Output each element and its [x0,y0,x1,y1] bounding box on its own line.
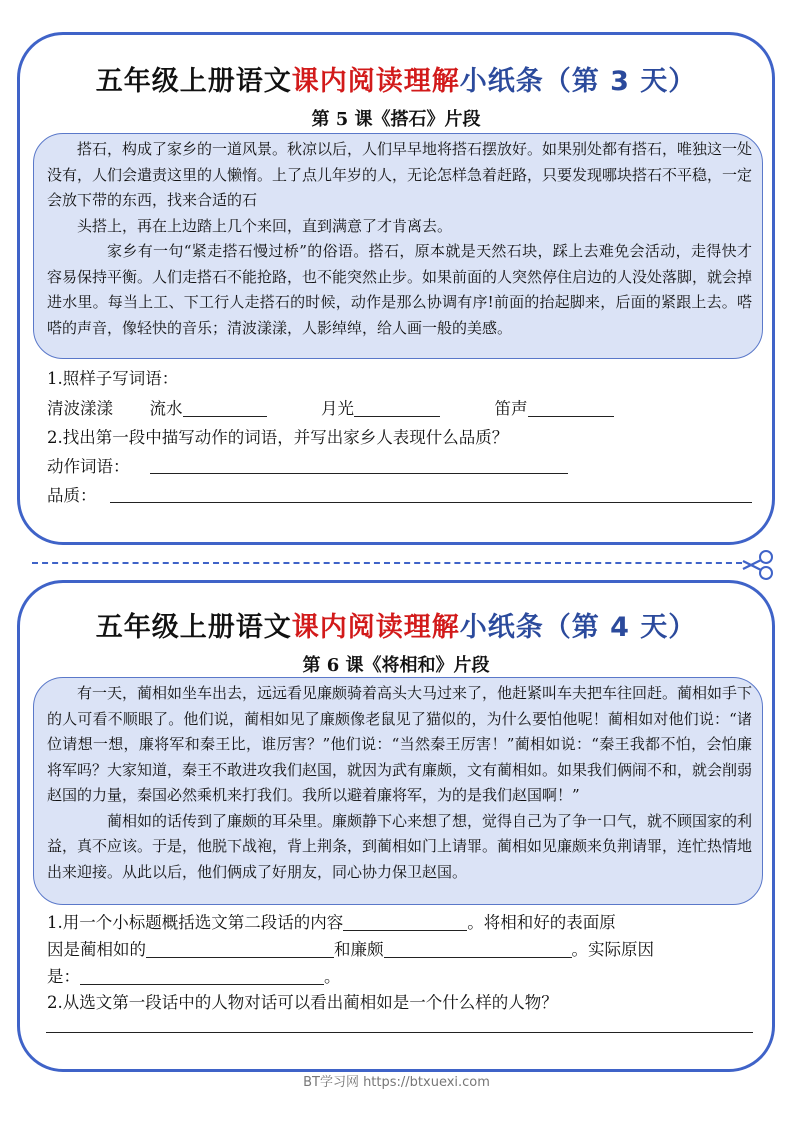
card-title: 五年级上册语文课内阅读理解小纸条（第 4 天） [95,612,697,643]
question-1-line-b: 因是蔺相如的 和廉颇 。实际原因 [47,940,654,959]
answer-blank-3[interactable] [528,398,614,417]
footer-watermark: BT学习网 https://btxuexi.com [303,1075,490,1090]
passage-paragraph: 蔺相如的话传到了廉颇的耳朵里。廉颇静下心来想了想，觉得自己为了争一口气，就不顾国家的利益，真不应该。于是，他脱下战袍，背上荆条，到蔺相如门上请罪。蔺相如见廉颇来负荆请罪，连忙热情地出来迎接。从此以后，他们俩成了好朋友，同心协力保卫赵国。 [47,811,753,881]
passage-paragraph: 有一天，蔺相如坐车出去，远远看见廉颇骑着高头大马过来了，他赶紧叫车夫把车往回赶。蔺相如手下的人可看不顺眼了。他们说，蔺相如见了廉颇像老鼠见了猫似的，为什么要怕他呢！蔺相如对他们说：“诸位请想一想，廉将军和秦王比，谁厉害？”他们说：“当然秦王厉害！”蔺相如说：“秦王我都不怕，会怕廉将军吗？大家知道，秦王不敢进攻我们赵国，就因为武有廉颇，文有蔺相如。如果我们俩闹不和，就会削弱赵国的力量，秦国必然乘机来打我们。我所以避着廉将军，为的是我们赵国啊！” [47,684,753,804]
question-1-line-a: 1.用一个小标题概括选文第二段话的内容 。将相和好的表面原 [47,913,616,932]
answer-blank-lian[interactable] [384,939,572,958]
example-word: 清波漾漾 [47,399,113,418]
reading-card-day3 [17,32,775,545]
word-2: 月光 [321,399,354,418]
question-1-line-c: 是： 。 [47,967,341,986]
answer-blank-2[interactable] [354,398,440,417]
cut-line [32,562,742,564]
card-title: 五年级上册语文课内阅读理解小纸条（第 3 天） [95,66,697,97]
lesson-subtitle: 第 6 课《将相和》片段 [302,655,490,676]
passage-paragraph: 搭石，构成了家乡的一道风景。秋凉以后，人们早早地将搭石摆放好。如果别处都有搭石，唯独这一处没有，人们会遣责这里的人懒惰。上了点儿年岁的人，无论怎样急着赶路，只要发现哪块搭石不平稳，一定会放下带的东西，找来合适的石 [47,140,753,209]
word-1: 流水 [149,399,183,418]
lesson-subtitle: 第 5 课《搭石》片段 [311,109,481,130]
passage-paragraph: 家乡有一句“紧走搭石慢过桥”的俗语。搭石，原本就是天然石块，踩上去难免会活动，走得快才容易保持平衡。人们走搭石不能抢路，也不能突然止步。如果前面的人突然停住启边的人没处落脚，就会掉进水里。每当上工、下工行人走搭石的时候，动作是那么协调有序!前面的抬起脚来，后面的紧跟上去。嗒嗒的声音，像轻快的音乐；清波漾漾，人影绰绰，给人画一般的美感。 [47,242,753,337]
question-1-label: 1.照样子写词语： [47,369,179,388]
action-words-answer-line[interactable] [150,473,568,474]
question-2-label: 2.找出第一段中描写动作的词语，并写出家乡人表现什么品质？ [47,428,509,447]
passage-box [33,677,763,905]
question-1-words [47,395,614,419]
action-words-label: 动作词语： [47,457,130,476]
passage-paragraph: 头搭上，再在上边踏上几个来回，直到满意了才肯离去。 [77,216,453,235]
reading-card-day4 [17,580,775,1072]
answer-blank-lin[interactable] [146,939,334,958]
answer-blank-reason[interactable] [80,966,324,985]
question-2-label: 2.从选文第一段话中的人物对话可以看出蔺相如是一个什么样的人物？ [47,993,558,1012]
quality-answer-line[interactable] [110,502,752,503]
quality-label: 品质： [47,486,97,505]
question-2-answer-line[interactable] [46,1032,753,1033]
answer-blank-subtitle[interactable] [343,912,467,931]
answer-blank-1[interactable] [183,398,267,417]
passage-box [33,133,763,359]
word-3: 笛声 [494,399,528,418]
scissors-icon [740,548,776,582]
